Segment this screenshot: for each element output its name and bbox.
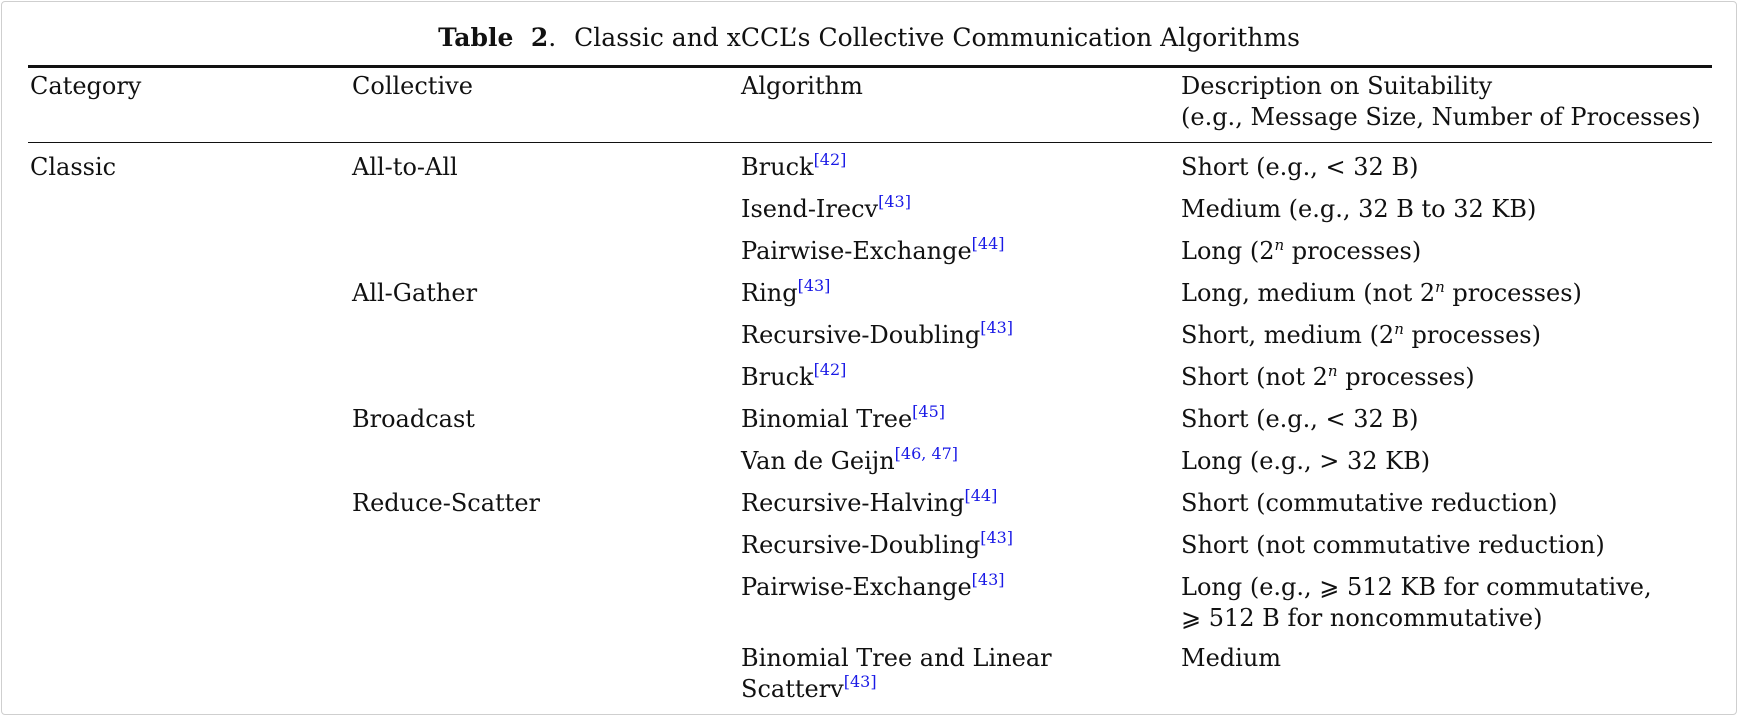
row-algorithm: Pairwise-Exchange[44] <box>741 234 1005 265</box>
row-description: Short (commutative reduction) <box>1181 489 1558 517</box>
row-algorithm: Bruck[42] <box>741 150 847 181</box>
row-algorithm: Bruck[42] <box>741 360 847 391</box>
row-algorithm: Recursive-Halving[44] <box>741 486 998 517</box>
row-description: Short (e.g., < 32 B) <box>1181 405 1419 433</box>
row-description: Short (e.g., < 32 B) <box>1181 153 1419 181</box>
citation-link[interactable]: [43] <box>980 528 1014 547</box>
row-description: Long (2$^n$ processes) <box>1181 236 1422 265</box>
header-collective: Collective <box>352 72 473 100</box>
citation-link[interactable]: [45] <box>912 402 945 421</box>
table-header-rule <box>28 142 1712 143</box>
row-algorithm: Pairwise-Exchange[43] <box>741 570 1005 601</box>
citation-link[interactable]: [43] <box>971 570 1005 589</box>
row-algorithm: Isend-Irecv[43] <box>741 192 911 223</box>
header-description: Description on Suitability (e.g., Message Size, Number of Processes) <box>1181 72 1701 131</box>
row-algorithm: Binomial Tree[45] <box>741 402 945 433</box>
caption-label: Table 2 <box>438 23 549 52</box>
citation-link[interactable]: [43] <box>843 672 877 691</box>
citation-link[interactable]: [42] <box>813 150 847 169</box>
row-algorithm: Binomial Tree and Linear Scatterv[43] <box>741 644 1052 703</box>
row-collective: All-Gather <box>352 279 478 307</box>
table-caption: Table 2. Classic and xCCL’s Collective Communication Algorithms <box>438 23 1300 52</box>
row-collective: Broadcast <box>352 405 475 433</box>
row-description: Medium <box>1181 644 1282 672</box>
citation-link[interactable]: [42] <box>813 360 847 379</box>
row-algorithm: Recursive-Doubling[43] <box>741 318 1014 349</box>
citation-link[interactable]: [44] <box>964 486 998 505</box>
header-algorithm: Algorithm <box>741 72 863 100</box>
citation-link[interactable]: [43] <box>878 192 911 211</box>
citation-link[interactable]: [43] <box>797 276 831 295</box>
row-description: Short (not 2$^n$ processes) <box>1181 362 1475 391</box>
row-description: Long, medium (not 2$^n$ processes) <box>1181 278 1582 307</box>
row-description: Short, medium (2$^n$ processes) <box>1181 320 1541 349</box>
header-category: Category <box>30 72 142 100</box>
row-algorithm: Van de Geijn[46, 47] <box>741 444 959 475</box>
row-description: Long (e.g., > 32 KB) <box>1181 447 1431 475</box>
row-algorithm: Recursive-Doubling[43] <box>741 528 1014 559</box>
table-top-rule <box>28 65 1712 68</box>
citation-link[interactable]: [43] <box>980 318 1014 337</box>
row-collective: Reduce-Scatter <box>352 489 541 517</box>
row-algorithm: Ring[43] <box>741 276 831 307</box>
row-description: Medium (e.g., 32 B to 32 KB) <box>1181 195 1537 223</box>
citation-link[interactable]: [46, 47] <box>894 444 959 463</box>
row-description: Short (not commutative reduction) <box>1181 531 1605 559</box>
row-description: Long (e.g., ⩾ 512 KB for commutative, ⩾ 512 B for noncommutative) <box>1181 573 1652 632</box>
row-collective: All-to-All <box>352 153 458 181</box>
citation-link[interactable]: [44] <box>971 234 1005 253</box>
row-category: Classic <box>30 153 117 181</box>
caption-title: Classic and xCCL’s Collective Communication Algorithms <box>574 23 1300 52</box>
